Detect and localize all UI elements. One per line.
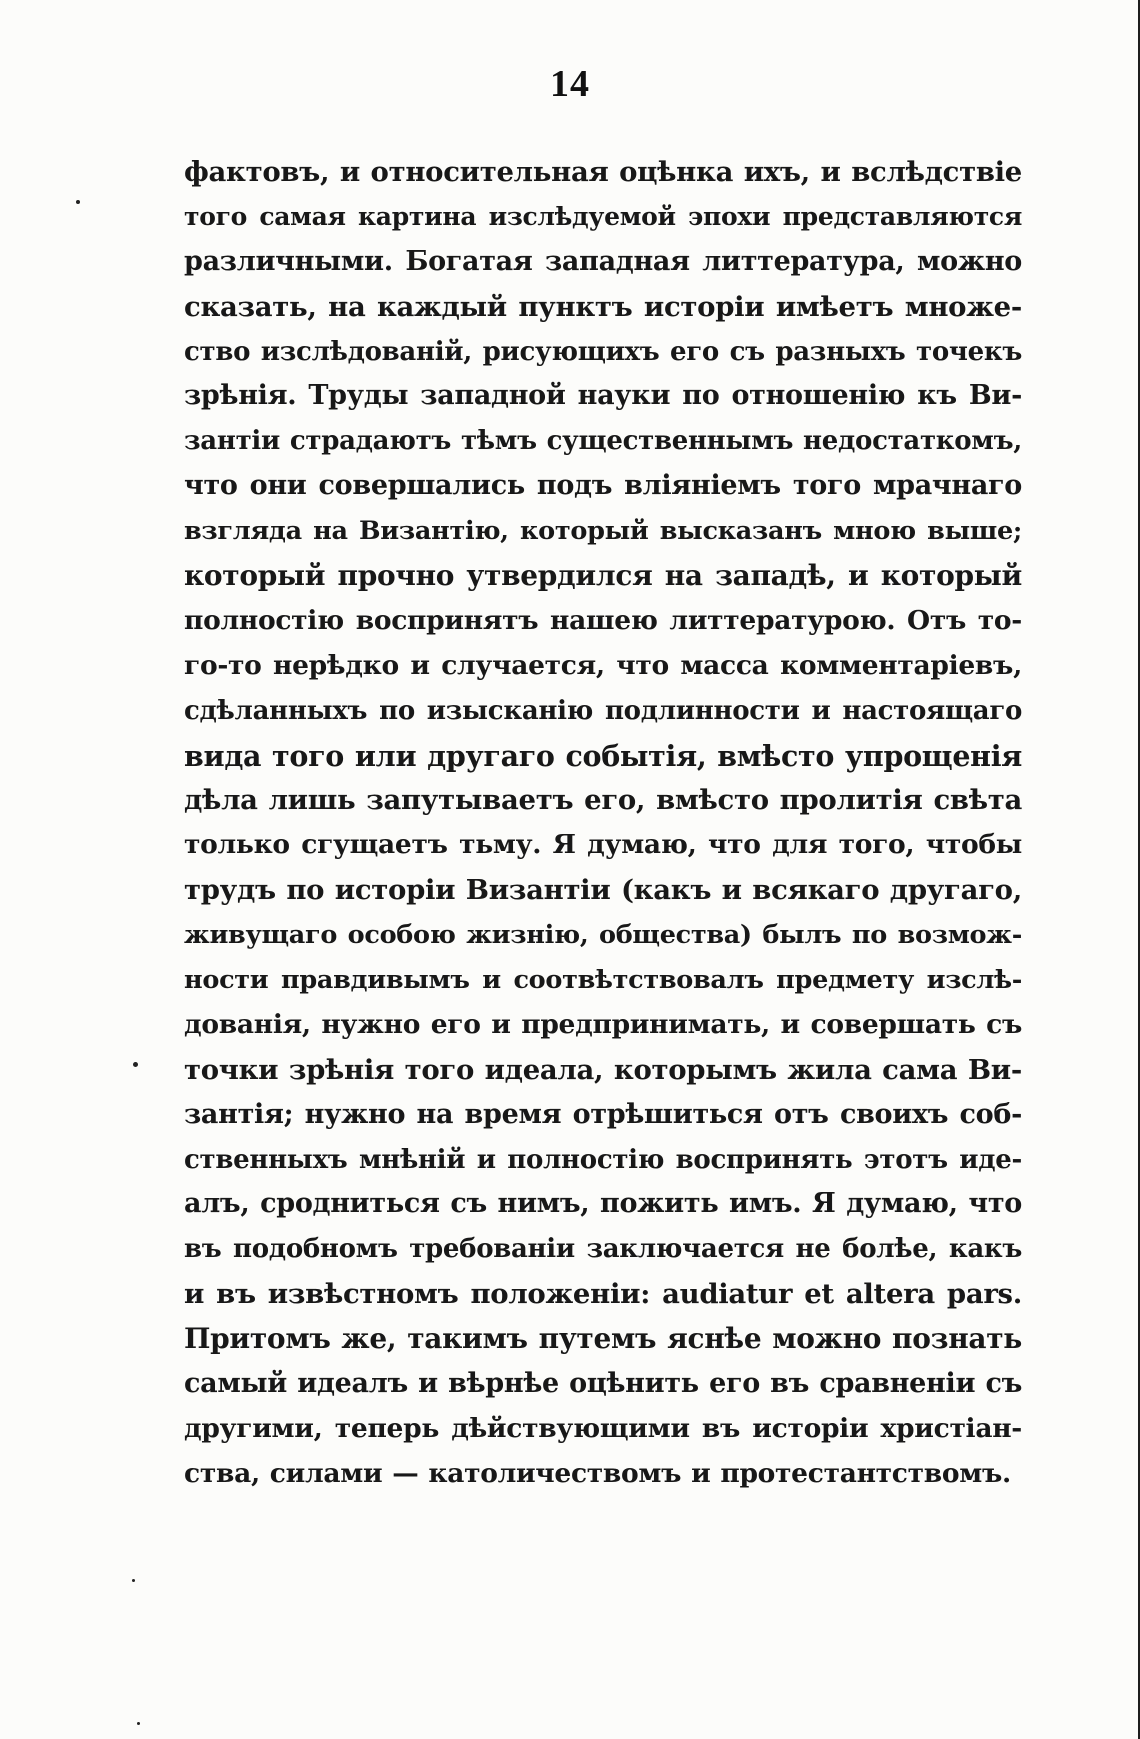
- text-line-20: дованія, нужно его и предпринимать, и совершать съ: [184, 1008, 1022, 1040]
- text-line-11: полностію воспринятъ нашею литтературою. Отъ то-: [184, 604, 1022, 636]
- text-line-7: зантіи страдаютъ тѣмъ существеннымъ недостаткомъ,: [184, 426, 1022, 457]
- text-line-16: только сгущаетъ тьму. Я думаю, что для того, чтобы: [184, 829, 1022, 861]
- text-line-12: го-то нерѣдко и случается, что масса комментаріевъ,: [184, 649, 1022, 681]
- text-line-29: другими, теперь дѣйствующими въ исторіи христіан-: [184, 1412, 1022, 1444]
- body-text: [184, 150, 1022, 1497]
- text-line-30: ства, силами — католичествомъ и протестантствомъ.: [184, 1457, 1011, 1489]
- text-line-14: вида того или другаго событія, вмѣсто упрощенія: [184, 738, 1022, 773]
- scan-speck: [132, 1579, 135, 1582]
- text-line-25: въ подобномъ требованіи заключается не болѣе, какъ: [184, 1234, 1022, 1265]
- text-line-3: различными. Богатая западная литтература, можно: [184, 245, 1022, 277]
- text-line-28: самый идеалъ и вѣрнѣе оцѣнить его въ сравненіи съ: [184, 1368, 1022, 1400]
- text-line-10: который прочно утвердился на западѣ, и который: [184, 559, 1022, 593]
- text-line-21: точки зрѣнія того идеала, которымъ жила сама Ви-: [184, 1053, 1022, 1086]
- text-line-6: зрѣнія. Труды западной науки по отношенію къ Ви-: [184, 380, 1022, 412]
- text-line-13: сдѣланныхъ по изысканію подлинности и настоящаго: [184, 695, 1022, 726]
- scan-speck: [76, 200, 80, 204]
- text-line-26: и въ извѣстномъ положеніи: audiatur et altera pars.: [184, 1278, 1022, 1311]
- scan-speck: [137, 1722, 140, 1725]
- text-line-4: сказать, на каждый пунктъ исторіи имѣетъ множе-: [184, 290, 1022, 323]
- text-line-19: ности правдивымъ и соотвѣтствовалъ предмету изслѣ-: [184, 965, 1022, 996]
- text-line-9: взгляда на Византію, который высказанъ мною выше;: [184, 516, 1022, 547]
- page-number: 14: [550, 63, 590, 105]
- text-line-23: ственныхъ мнѣній и полностію воспринять этотъ иде-: [184, 1144, 1022, 1175]
- scan-speck: [133, 1062, 138, 1067]
- text-line-8: что они совершались подъ вліяніемъ того мрачнаго: [184, 470, 1022, 502]
- text-line-1: фактовъ, и относительная оцѣнка ихъ, и вслѣдствіе: [184, 156, 1022, 188]
- text-line-22: зантія; нужно на время отрѣшиться отъ своихъ соб-: [184, 1098, 1022, 1130]
- text-line-2: того самая картина изслѣдуемой эпохи представляются: [184, 201, 1022, 231]
- text-line-24: алъ, сродниться съ нимъ, пожить имъ. Я думаю, что: [184, 1188, 1022, 1220]
- text-line-18: живущаго особою жизнію, общества) былъ по возмож-: [184, 920, 1022, 951]
- text-line-27: Притомъ же, такимъ путемъ яснѣе можно познать: [184, 1322, 1022, 1356]
- text-line-17: трудъ по исторіи Византіи (какъ и всякаго другаго,: [184, 874, 1022, 907]
- text-line-5: ство изслѣдованій, рисующихъ его съ разныхъ точекъ: [184, 336, 1022, 367]
- text-line-15: дѣла лишь запутываетъ его, вмѣсто пролитія свѣта: [184, 784, 1022, 817]
